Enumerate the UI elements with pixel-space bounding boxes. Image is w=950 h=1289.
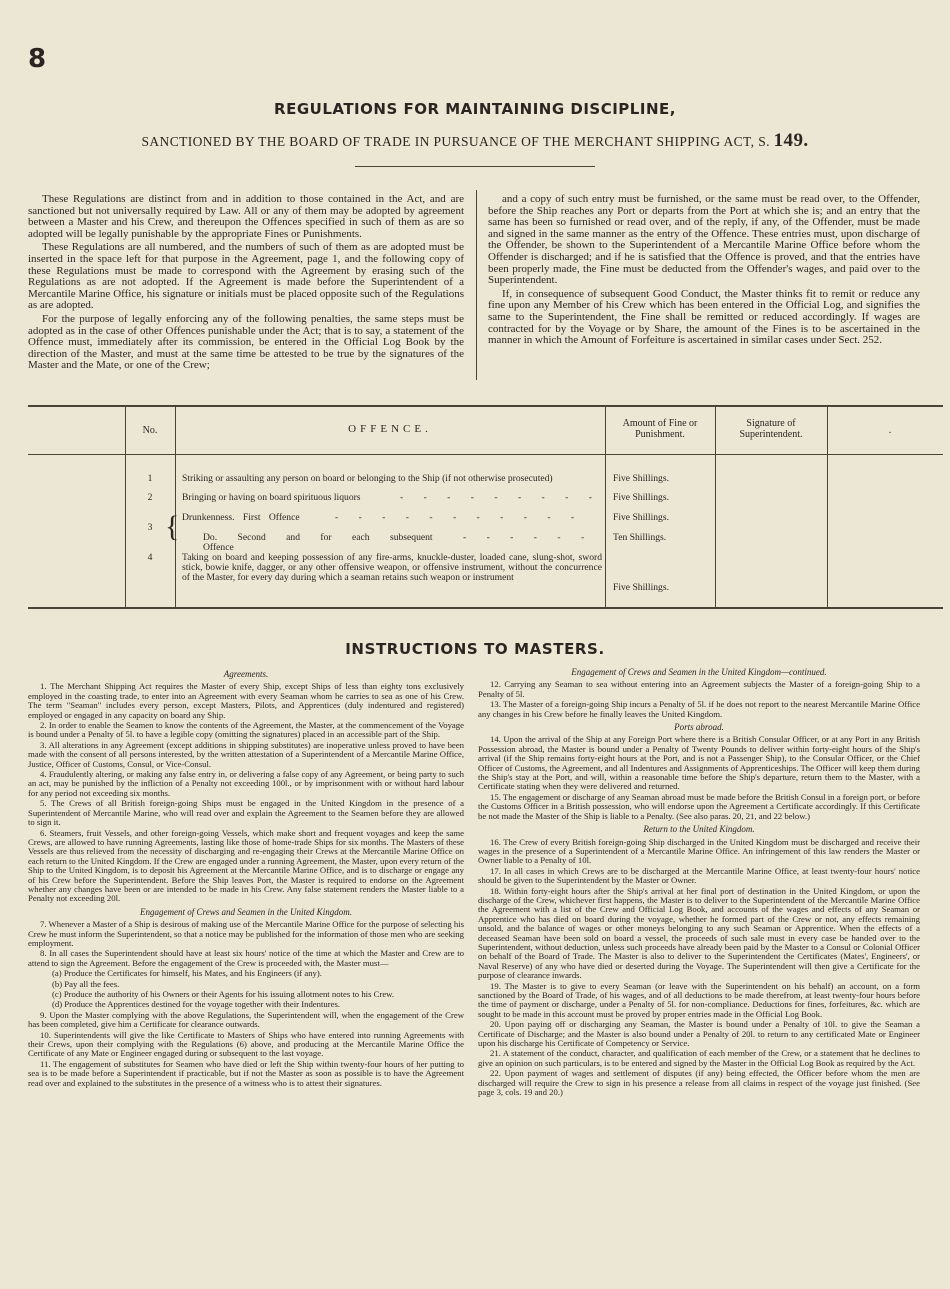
instruction-paragraph: 15. The engagement or discharge of any Seaman abroad must be made before the British Consul in a foreign port, or before the Customs Officer in a British possession, who will endorse upon the Agreement a Certificate accordingly. If this Certificate be not made the Master of the Ship is liable to a Penalty. (See also paras. 20, 21, and 22 below.) [478,791,920,821]
instruction-paragraph: 4. Fraudulently altering, or making any false entry in, or delivering a false copy of any Agreement, or being party to such an act, may be punished by the infliction of a Penalty not exceeding 100l., or by imprisonment with or without hard labour for any period not exceeding six months. [28,769,464,798]
table-column-line [605,405,606,607]
table-top-border [28,405,943,407]
row-number: 4 [147,552,153,563]
instruction-paragraph: 22. Upon payment of wages and settlement of disputes (if any) being effected, the Officer before whom the men are discharged will require the Crew to sign in his presence a release from all claims in respect of the voyage just finished. (See page 3, cols. 19 and 20.) [478,1068,920,1098]
subtitle-section-number: 149. [773,130,809,151]
heading-engagement: Engagement of Crews and Seamen in the United Kingdom. [140,906,352,917]
page-number: 8 [28,44,47,74]
row-leader: - - - - - - - - - [400,492,601,503]
table-column-line [175,405,176,607]
row-offence: Drunkenness. First Offence [182,512,300,523]
instruction-paragraph: 10. Superintendents will give the like Certificate to Masters of Ships who have entered into running Agreements with their Crews, upon their complying with the Regulations (6) above, and producing at the Mercantile Marine Office the Certificate of any Mate or Engineer engaged during or subsequent to the last voyage. [28,1029,464,1059]
heading-agreements: Agreements. [223,669,269,679]
heading-ports-abroad: Ports abroad. [674,722,724,733]
instruction-paragraph: 12. Carrying any Seaman to sea without entering into an Agreement subjects the Master of a foreign-going Ship to a Penalty of 5l. [478,679,920,699]
row-number: 3 [147,522,153,533]
intro-paragraph: These Regulations are distinct from and in addition to those contained in the Act, and are sanctioned but not universally required by Law. All or any of them may be adopted by agreement between a Master and his Crew, and thereupon the Offences specified in such of them as are so adopted will be legally punishable by the appropriate Fines or Punishments. [28,193,464,240]
heading-engagement-continued: Engagement of Crews and Seamen in the United Kingdom—continued. [571,667,827,677]
title-divider [355,166,595,167]
subtitle-text: SANCTIONED BY THE BOARD OF TRADE IN PURSUANCE OF THE MERCHANT SHIPPING ACT, S. [141,134,770,149]
intro-paragraph: and a copy of such entry must be furnished, or the same must be read over, to the Offender, before the Ship reaches any Port or departs from the Port at which she is; and an entry that the same has been so furnished or read over, and of the reply, if any, of the Offender, must be made and signed in the same manner as the entry of the Offence. These entries must, upon discharge of the Offender, be shown to the Superintendent of a Mercantile Marine Office before whom the Offender is discharged; and if he is satisfied that the Offence is proved, and that the entries have been properly made, the Fine must be deducted from the Offender's wages, and paid over to the Superintendent. [488,193,920,287]
row-offence: Do. Second and for each subsequent Offence [203,532,433,553]
instruction-paragraph: 16. The Crew of every British foreign-going Ship discharged in the United Kingdom must be discharged and receive their wages in the presence of a Superintendent of a Mercantile Marine Office. An infringement of this law renders the Master or Owner liable to a Penalty of 10l. [478,836,920,866]
header-amount: Amount of Fine or Punishment. [622,418,698,440]
instruction-paragraph: 19. The Master is to give to every Seaman (or leave with the Superintendent on his behalf) an account, on a form sanctioned by the Board of Trade, of his wages, and of all deductions to be made therefrom, at least twenty-four hours before the time of payment or discharge, under a Penalty of 5l. for non-compliance. Deductions for fines, forfeitures, &c. which are sought to be made in this account must be proved by proper entries made in the Official Log Book. [478,980,920,1019]
page-subtitle [0,130,950,152]
instruction-paragraph: 13. The Master of a foreign-going Ship incurs a Penalty of 5l. if he does not report to the nearest Mercantile Marine Office any changes in his Crew before he finally leaves the United Kingdom. [478,699,920,719]
row-amount: Five Shillings. [613,473,669,484]
intro-paragraph: For the purpose of legally enforcing any of the following penalties, the same steps must be adopted as in the case of other Offences punishable under the Act; that is to say, a statement of the Offence must, immediately after its commission, be entered in the Official Log Book by the direction of the Master, and must at the same time be attested to be true by the signatures of the Master and the Mate, or one of the Crew; [28,312,464,372]
heading-return: Return to the United Kingdom. [643,824,755,835]
instruction-paragraph: 17. In all cases in which Crews are to be discharged at the Mercantile Marine Office, at least twenty-four hours' notice should be given to the Superintendent by the Master or Owner. [478,865,920,886]
intro-column-divider [476,190,477,380]
row-offence: Striking or assaulting any person on board or belonging to the Ship (if not otherwise prosecuted) [182,473,553,484]
instruction-paragraph: 6. Steamers, fruit Vessels, and other foreign-going Vessels, which make short and frequent voyages and keep the same Crews, are allowed to have running Agreements, lasting like those of home-trade Ships for six months. The Masters of these Vessels are thus relieved from the necessity of discharging and re-engaging their Crews at the Mercantile Marine Office on each return to the United Kingdom. If the Crew are engaged under a running Agreement, the Master, upon every return of the Ship to the United Kingdom, is to deposit his Agreement at the Mercantile Marine Office, and is to discharge or engage any of his Crew before the Superintendent. Before the Ship leaves Port, the Master is required to endorse on the Agreement whether any changes have been or are intended to be made in his Crew. Any false statement renders the Master liable to a Penalty not exceeding 20l. [28,827,464,904]
page-title: REGULATIONS FOR MAINTAINING DISCIPLINE, [274,100,676,118]
row-number: 1 [147,473,153,484]
intro-paragraph: These Regulations are all numbered, and the numbers of such of them as are adopted must be inserted in the space left for that purpose in the Agreement, page 1, and the following copy of these Regulations must be made to correspond with the Agreement by erasing such of the Regulations as are not adopted. If the Agreement is made before the Superintendent of a Mercantile Marine Office, his signature or initials must be placed opposite such of the Regulations as are adopted. [28,241,464,312]
instruction-paragraph: 14. Upon the arrival of the Ship at any Foreign Port where there is a British Consular Officer, or at any Port in any British Possession abroad, the Master is bound under a Penalty of Twenty Pounds to deliver within forty-eight hours of the Ship's arrival (if the Ship remains forty-eight hours at the Port, and is not a Passenger Ship), to the Consular Officer, or the Chief Officer of Customs, the Agreement, and all Indentures and Assignments of Apprenticeships. The Officer will keep them during the Ship's stay at the Port, and will, within a reasonable time before the Ship's departure, return them to the Master, with a Certificate stating when they were delivered and returned. [478,734,920,792]
row-amount: Five Shillings. [613,492,669,503]
header-signature: Signature of Superintendent. [739,418,803,440]
header-dot: . [888,425,892,436]
instruction-paragraph: 5. The Crews of all British foreign-going Ships must be engaged in the United Kingdom in the presence of a Superintendent of Mercantile Marine, who will read over and explain the Agreement to the Seamen before they are allowed to sign it. [28,798,464,828]
instruction-paragraph: 18. Within forty-eight hours after the Ship's arrival at her final port of destination in the United Kingdom, or upon the discharge of the Crew, whichever first happens, the Master is to deliver to the Superintendent of the Mercantile Marine Office the Agreement with a list of the Crew and Official Log Book, and accounts of the wages and effects of any Seaman or Apprentice who has died on board during the voyage, whether he formed part of the Crew or not, any effects remaining unsold, and the balance of wages or other moneys belonging to any such Seaman or Apprentice. When the effects of a deceased Seaman have been sold on board a vessel, the proceeds of such sale must in every case be handed over to the Superintendent, without deduction, unless such proceeds have already been paid by the Master to a Consul or Colonial Officer on behalf of the Board of Trade. The Master is also to deliver to the Superintendent the Certificates (Mates', Engineers', or Naval Reserve) of any who have died or deserted during the Voyage. The Superintendent will then give a Certificate for the purpose of clearance inwards. [478,885,920,981]
instructions-left-column [28,666,464,1089]
instruction-paragraph: 1. The Merchant Shipping Act requires the Master of every Ship, except Ships of less than eighty tons exclusively employed in the coasting trade, to enter into an Agreement with every Seaman whom he carries to sea as one of his Crew. The term "Seaman" includes every person, except Masters, Pilots, and Apprentices (duly indentured and registered) employed or engaged in any capacity on board any Ship. [28,681,464,720]
instruction-paragraph: 8. In all cases the Superintendent should have at least six hours' notice of the time at which the Master and Crew are to attend to sign the Agreement. Before the engagement of the Crew is proceeded with, the Master must— [28,948,464,968]
table-column-line [827,405,828,607]
instruction-paragraph: 2. In order to enable the Seamen to know the contents of the Agreement, the Master, at the commencement of the Voyage is bound under a Penalty of 5l. to have a legible copy (omitting the signatures) placed in an accessible part of the Ship. [28,720,464,740]
header-no: No. [142,425,158,436]
engagement-item: (c) Produce the authority of his Owners or their Agents for his issuing allotment notes to his Crew. [52,989,395,999]
instruction-paragraph: 21. A statement of the conduct, character, and qualification of each member of the Crew, or a statement that he declines to give an opinion on such particulars, is to be entered and signed by the Master in the Official Log Book as required by the Act. [478,1048,920,1068]
table-bottom-border [28,607,943,609]
regulations-intro-left [28,194,464,374]
engagement-item: (b) Pay all the fees. [52,978,120,989]
header-offence: OFFENCE. [348,423,432,435]
row-amount: Five Shillings. [613,512,669,523]
instructions-title: INSTRUCTIONS TO MASTERS. [345,640,605,658]
engagement-item: (a) Produce the Certificates for himself, his Mates, and his Engineers (if any). [52,968,322,979]
row-offence: Bringing or having on board spirituous liquors [182,492,361,503]
instruction-paragraph: 11. The engagement of substitutes for Seamen who have died or left the Ship within twenty-four hours of her putting to sea is to be made before a Superintendent if practicable, but if not the Master as soon as possible is to have the Agreement read over and explained to the substitutes in the presence of a witness who is to attest their signatures. [28,1058,464,1088]
row-leader: - - - - - - - - - - - [335,512,584,523]
regulations-intro-right [488,194,920,349]
row-number: 2 [147,492,153,503]
table-header-border [28,454,943,455]
instruction-paragraph: 3. All alterations in any Agreement (except additions in shipping substitutes) are inoperative unless proved to have been made with the consent of all persons interested, by the written attestation of a Superintendent of a Mercantile Marine Office, Justice, Officer of Customs, Consul, or Vice-Consul. [28,739,464,769]
row-offence: Taking on board and keeping possession of any fire-arms, knuckle-duster, loaded cane, slung-shot, sword stick, bowie knife, dagger, or any other offensive weapon, or offensive instrument, without the concurrence of the Master, for every day during which a seaman retains such weapon or instrument [182,552,602,583]
instruction-paragraph: 9. Upon the Master complying with the above Regulations, the Superintendent will, when the engagement of the Crew has been completed, give him a Certificate for clearance outwards. [28,1009,464,1030]
instruction-paragraph: 7. Whenever a Master of a Ship is desirous of making use of the Mercantile Marine Office for the purpose of selecting his Crew he must inform the Superintendent, so that a notice may be published for the information of those men who are seeking employment. [28,919,464,948]
instructions-right-column [478,664,920,1098]
row-amount: Ten Shillings. [613,532,667,543]
row-amount: Five Shillings. [613,582,669,593]
table-column-line [715,405,716,607]
intro-paragraph: If, in consequence of subsequent Good Conduct, the Master thinks fit to remit or reduce any fine upon any Member of his Crew which has been entered in the Official Log, and signifies the same to the Superintendent, the Fine shall be remitted or reduced accordingly. If wages are contracted for by the Voyage or by Share, the amount of the Fines is to be ascertained in the manner in which the Amount of Forfeiture is ascertained in similar cases under Sect. 252. [488,287,920,347]
bracket: { [165,510,180,543]
engagement-item: (d) Produce the Apprentices destined for the voyage together with their Indentures. [52,999,341,1010]
instruction-paragraph: 20. Upon paying off or discharging any Seaman, the Master is bound under a Penalty of 10l. to give the Seaman a Certificate of Discharge; and the Master is also bound under a Penalty of 20l. to return to any certificated Mate or Engineer upon his discharge his Certificate of Competency or Service. [478,1019,920,1049]
row-leader: - - - - - - [463,532,594,543]
